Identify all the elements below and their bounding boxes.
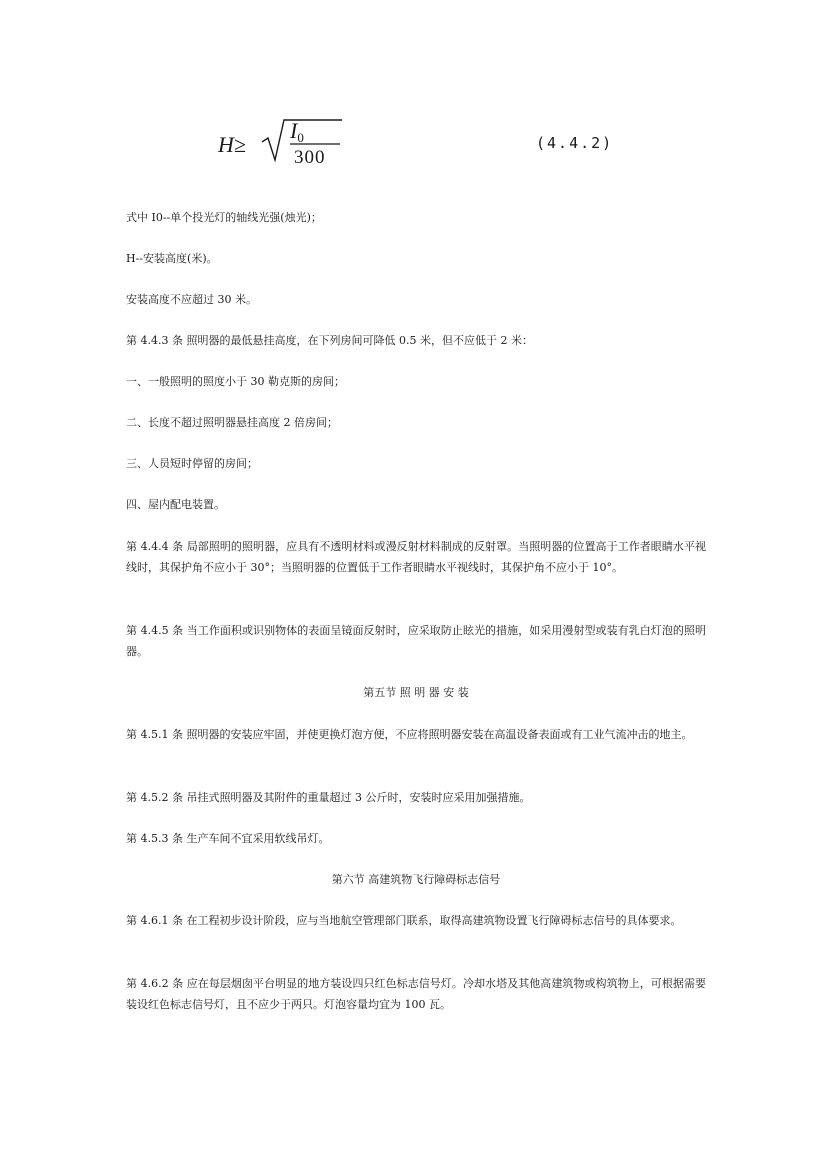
- formula-relation: ≥: [233, 132, 246, 157]
- paragraph: 第 4.5.3 条 生产车间不宜采用软线吊灯。: [126, 832, 330, 845]
- numerator-symbol: I: [290, 118, 298, 143]
- paragraph: 第 4.4.4 条 局部照明的照明器，应具有不透明材料或漫反射材料制成的反射罩。当照明器的位置高于工作者眼睛水平视线时，其保护角不应小于 30°；当照明器的位置低于工作者眼睛水平视线时，其保护角不应小于 10°。: [126, 540, 706, 574]
- paragraph: 第 4.6.2 条 应在每层烟囱平台明显的地方装设四只红色标志信号灯。冷却水塔及其他高建筑物或构筑物上，可根据需要装设红色标志信号灯，且不应少于两只。灯泡容量均宜为 100 瓦。: [126, 977, 706, 1011]
- list-item: 三、人员短时停留的房间；: [126, 457, 258, 470]
- paragraph: 安装高度不应超过 30 米。: [126, 293, 257, 306]
- formula-variable: H: [218, 132, 234, 157]
- formula-lhs: [218, 132, 246, 158]
- paragraph: H--安装高度(米)。: [126, 252, 218, 265]
- list-item: 一、一般照明的照度小于 30 勒克斯的房间；: [126, 375, 345, 388]
- formula-4-4-2: [218, 112, 618, 172]
- section-heading: 第五节 照 明 器 安 装: [363, 686, 469, 699]
- list-item: 四、屋内配电装置。: [126, 498, 225, 511]
- formula-numerator: [290, 118, 304, 144]
- paragraph: 式中 I0--单个投光灯的轴线光强(烛光)；: [126, 211, 322, 224]
- numerator-subscript: 0: [297, 130, 304, 145]
- paragraph: 第 4.5.1 条 照明器的安装应牢固，并使更换灯泡方便，不应将照明器安装在高温设备表面或有工业气流冲击的地主。: [126, 728, 693, 741]
- equation-number: (4.4.2): [536, 134, 614, 152]
- section-heading: 第六节 高建筑物飞行障碍标志信号: [331, 873, 501, 886]
- paragraph: 第 4.6.1 条 在工程初步设计阶段，应与当地航空管理部门联系，取得高建筑物设置飞行障碍标志信号的具体要求。: [126, 914, 682, 927]
- paragraph: 第 4.5.2 条 吊挂式照明器及其附件的重量超过 3 公斤时，安装时应采用加强措施。: [126, 791, 531, 804]
- formula-denominator: 300: [294, 147, 326, 168]
- paragraph: 第 4.4.5 条 当工作面积或识别物体的表面呈镜面反射时，应采取防止眩光的措施，如采用漫射型或装有乳白灯泡的照明器。: [126, 624, 706, 658]
- list-item: 二、长度不超过照明器悬挂高度 2 倍房间；: [126, 416, 338, 429]
- paragraph: 第 4.4.3 条 照明器的最低悬挂高度，在下列房间可降低 0.5 米，但不应低于 2 米：: [126, 334, 533, 347]
